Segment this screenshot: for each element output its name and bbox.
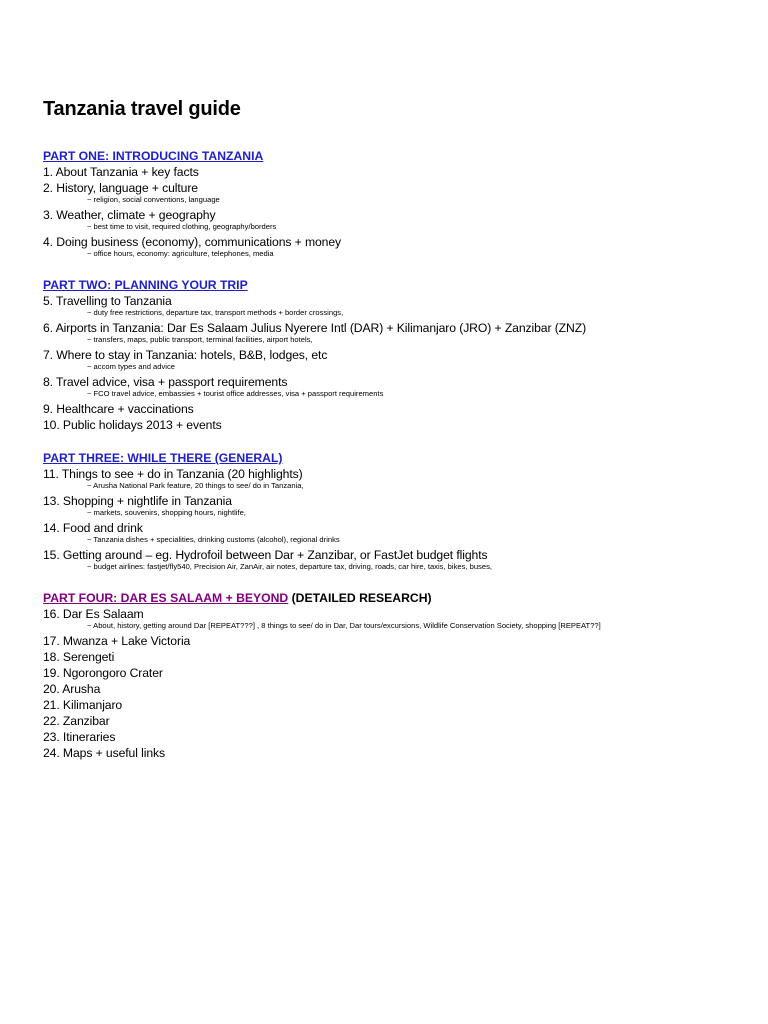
document-page bbox=[43, 96, 758, 778]
list-item: 8. Travel advice, visa + passport requirements bbox=[43, 375, 288, 389]
list-item: 21. Kilimanjaro bbox=[43, 698, 123, 712]
section-heading bbox=[43, 590, 758, 606]
list-item: 22. Zanzibar bbox=[43, 714, 110, 728]
list-item: 18. Serengeti bbox=[43, 650, 115, 664]
list-item: 20. Arusha bbox=[43, 682, 101, 696]
list-item: 15. Getting around – eg. Hydrofoil between Dar + Zanzibar, or FastJet budget flights bbox=[43, 548, 488, 562]
list-item-note: ~ About, history, getting around Dar [REPEAT???] , 8 things to see/ do in Dar, Dar tours/excursions, Wildlife Conservation Society, shopping [REPEAT??] bbox=[87, 621, 601, 630]
list-item: 7. Where to stay in Tanzania: hotels, B&B, lodges, etc bbox=[43, 348, 328, 362]
section-heading-link[interactable]: PART THREE: WHILE THERE (GENERAL) bbox=[43, 451, 283, 465]
list-item-note: ~ budget airlines: fastjet/fly540, Precision Air, ZanAir, air notes, departure tax, driving, roads, car hire, taxis, bikes, buses, bbox=[87, 562, 492, 571]
list-item: 11. Things to see + do in Tanzania (20 highlights) bbox=[43, 467, 303, 481]
list-item-note: ~ accom types and advice bbox=[87, 362, 176, 371]
sections-container bbox=[43, 148, 758, 761]
list-item: 14. Food and drink bbox=[43, 521, 143, 535]
list-item-note: ~ Tanzania dishes + specialities, drinking customs (alcohol), regional drinks bbox=[87, 535, 340, 544]
section-4 bbox=[43, 590, 758, 761]
section-heading-link[interactable]: PART ONE: INTRODUCING TANZANIA bbox=[43, 149, 264, 163]
list-item-note: ~ religion, social conventions, language bbox=[87, 195, 220, 204]
list-item-note: ~ office hours, economy: agriculture, telephones, media bbox=[87, 249, 274, 258]
list-item-note: ~ markets, souvenirs, shopping hours, nightlife, bbox=[87, 508, 246, 517]
list-item: 2. History, language + culture bbox=[43, 181, 198, 195]
list-item: 4. Doing business (economy), communications + money bbox=[43, 235, 342, 249]
list-item: 16. Dar Es Salaam bbox=[43, 607, 144, 621]
section-heading bbox=[43, 148, 758, 164]
list-item: 1. About Tanzania + key facts bbox=[43, 165, 199, 179]
section-heading bbox=[43, 450, 758, 466]
list-item-note: ~ duty free restrictions, departure tax, transport methods + border crossings, bbox=[87, 308, 344, 317]
section-heading bbox=[43, 277, 758, 293]
list-item: 10. Public holidays 2013 + events bbox=[43, 418, 222, 432]
list-item: 13. Shopping + nightlife in Tanzania bbox=[43, 494, 232, 508]
list-item: 6. Airports in Tanzania: Dar Es Salaam Julius Nyerere Intl (DAR) + Kilimanjaro (JRO) + Zanzibar (ZNZ) bbox=[43, 321, 587, 335]
section-3 bbox=[43, 450, 758, 573]
section-heading-extra: (DETAILED RESEARCH) bbox=[288, 591, 432, 605]
document-title: Tanzania travel guide bbox=[43, 98, 241, 120]
list-item: 5. Travelling to Tanzania bbox=[43, 294, 172, 308]
list-item-note: ~ Arusha National Park feature, 20 things to see/ do in Tanzania, bbox=[87, 481, 304, 490]
section-heading-link[interactable]: PART FOUR: DAR ES SALAAM + BEYOND bbox=[43, 591, 289, 605]
list-item-note: ~ FCO travel advice, embassies + tourist office addresses, visa + passport requirements bbox=[87, 389, 384, 398]
list-item: 24. Maps + useful links bbox=[43, 746, 166, 760]
list-item: 23. Itineraries bbox=[43, 730, 116, 744]
list-item: 19. Ngorongoro Crater bbox=[43, 666, 163, 680]
section-2 bbox=[43, 277, 758, 433]
list-item-note: ~ best time to visit, required clothing, geography/borders bbox=[87, 222, 277, 231]
list-item: 9. Healthcare + vaccinations bbox=[43, 402, 194, 416]
section-heading-link[interactable]: PART TWO: PLANNING YOUR TRIP bbox=[43, 278, 248, 292]
list-item-note: ~ transfers, maps, public transport, terminal facilities, airport hotels, bbox=[87, 335, 313, 344]
section-1 bbox=[43, 148, 758, 260]
list-item: 17. Mwanza + Lake Victoria bbox=[43, 634, 191, 648]
list-item: 3. Weather, climate + geography bbox=[43, 208, 216, 222]
